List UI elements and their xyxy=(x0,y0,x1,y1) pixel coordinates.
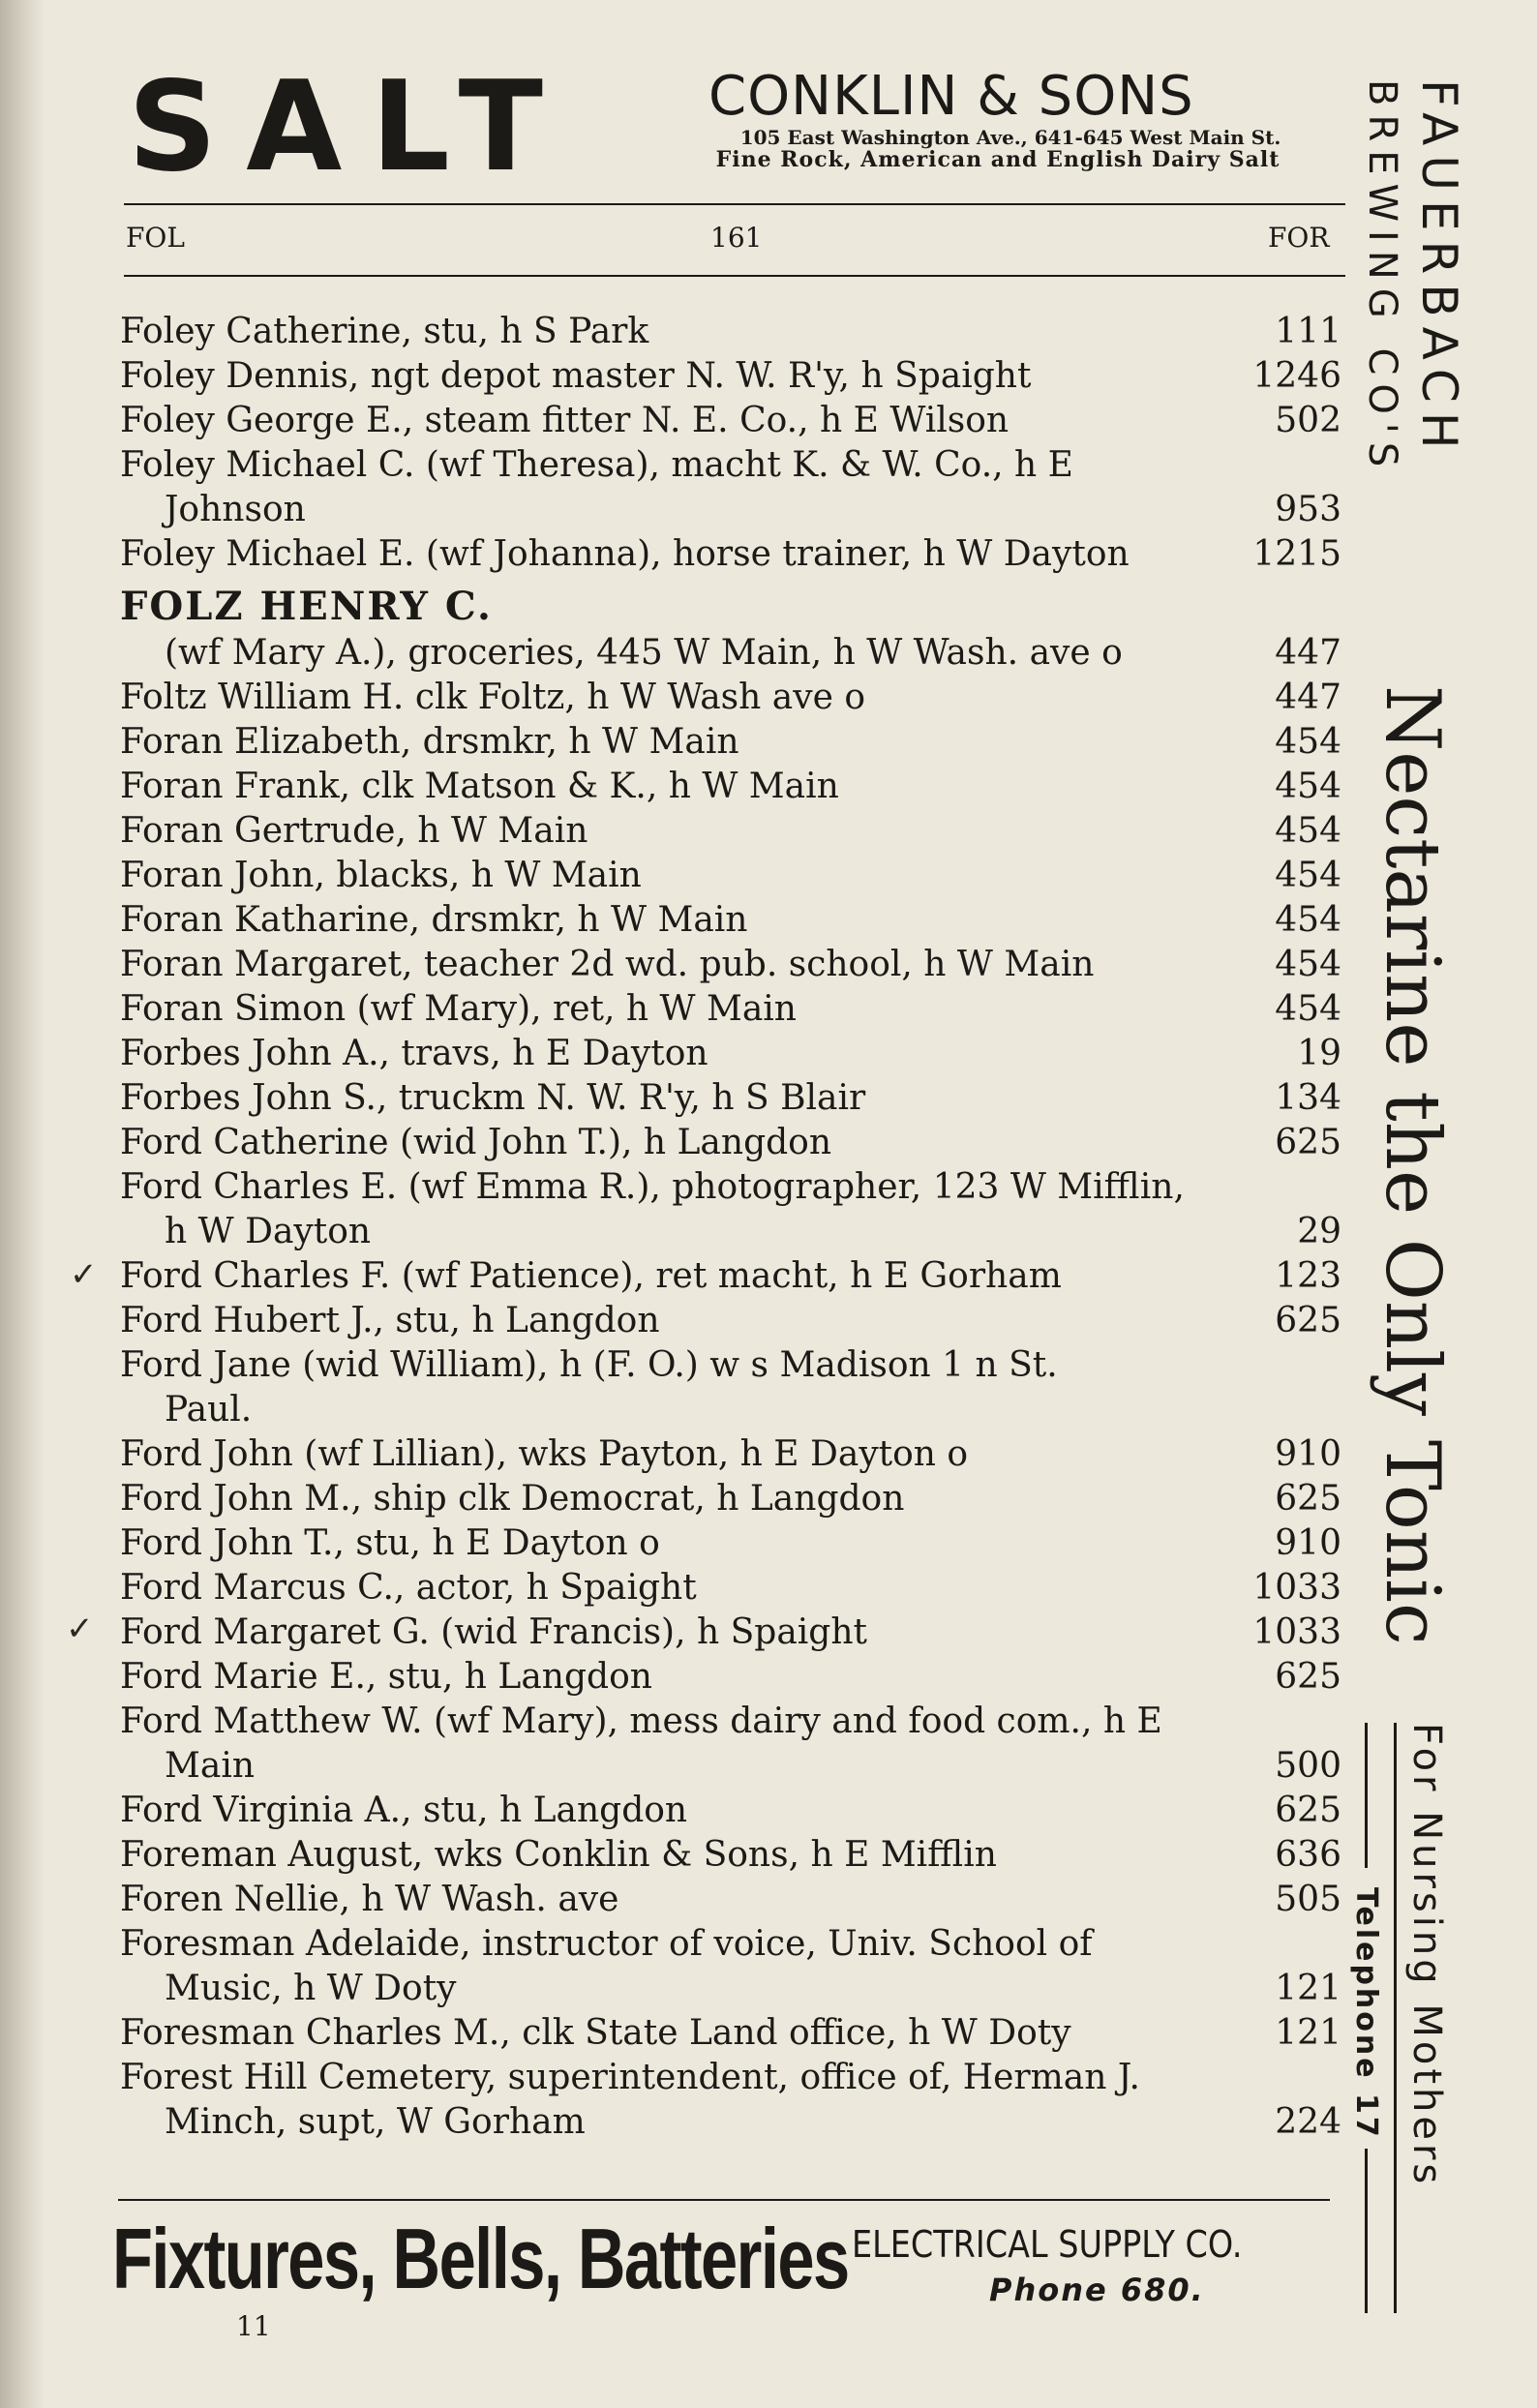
fixtures-ad: Fixtures, Bells, Batteries xyxy=(112,2211,849,2306)
vertical-rule-inner xyxy=(1365,1723,1368,1868)
directory-entry: Forest Hill Cemetery, superintendent, office of, Herman J. xyxy=(120,2058,1140,2097)
nectarine-tonic-ad: Nectarine the Only Tonic xyxy=(1369,685,1456,1645)
directory-entry: Ford Marie E., stu, h Langdon 625 xyxy=(120,1657,1341,1697)
directory-entry: Ford John M., ship clk Democrat, h Langdon 625 xyxy=(120,1479,1341,1519)
directory-entry: Ford Marcus C., actor, h Spaight 1033 xyxy=(120,1568,1341,1608)
directory-entry: Foren Nellie, h W Wash. ave 505 xyxy=(120,1880,1341,1919)
directory-entry: Foley Michael C. (wf Theresa), macht K. & W. Co., h E xyxy=(120,445,1073,485)
footer-rule xyxy=(118,2199,1330,2201)
directory-entry: Ford Charles F. (wf Patience), ret macht, h E Gorham 123 xyxy=(120,1256,1341,1296)
telephone-ad: Telephone 17 xyxy=(1349,1887,1383,2140)
directory-entry: Foran John, blacks, h W Main 454 xyxy=(120,856,1341,895)
electrical-supply-phone: Phone 680. xyxy=(989,2272,1205,2308)
guide-word-left: FOL xyxy=(126,222,185,254)
directory-entry: Foley Dennis, ngt depot master N. W. R'y, h Spaight 1246 xyxy=(120,356,1341,396)
page-edge-shadow xyxy=(0,0,45,2408)
brewing-ad: BREWING CO'S xyxy=(1360,79,1404,476)
directory-entry: h W Dayton 29 xyxy=(165,1212,1341,1251)
directory-entry: Ford John T., stu, h E Dayton o 910 xyxy=(120,1523,1341,1563)
directory-entry: Johnson 953 xyxy=(165,490,1341,529)
directory-entry-bold: FOLZ HENRY C. xyxy=(120,584,493,629)
conklin-products: Fine Rock, American and English Dairy Salt xyxy=(715,147,1281,172)
directory-entry: Ford Virginia A., stu, h Langdon 625 xyxy=(120,1791,1341,1830)
directory-entry: Ford Catherine (wid John T.), h Langdon 625 xyxy=(120,1123,1341,1162)
directory-entry: Foley George E., steam fitter N. E. Co., h E Wilson 502 xyxy=(120,401,1341,440)
directory-entry: Foran Frank, clk Matson & K., h W Main 454 xyxy=(120,767,1341,806)
salt-ad-title: SALT xyxy=(128,55,572,199)
signature-mark: 11 xyxy=(236,2310,271,2342)
directory-entry: Foran Simon (wf Mary), ret, h W Main 454 xyxy=(120,989,1341,1029)
vertical-rule-inner-lower xyxy=(1365,2149,1368,2313)
directory-entry: (wf Mary A.), groceries, 445 W Main, h W Wash. ave o 447 xyxy=(165,633,1341,673)
vertical-rule-outer xyxy=(1394,1723,1397,2313)
directory-entry: Ford John (wf Lillian), wks Payton, h E Dayton o 910 xyxy=(120,1434,1341,1474)
directory-entry: Paul. xyxy=(165,1390,253,1430)
directory-entry: Foresman Charles M., clk State Land office, h W Doty 121 xyxy=(120,2013,1341,2053)
electrical-supply-name: ELECTRICAL SUPPLY CO. xyxy=(852,2223,1243,2266)
directory-entry: Minch, supt, W Gorham 224 xyxy=(165,2102,1341,2142)
check-mark: ✓ xyxy=(66,1610,94,1648)
conklin-sons-name: CONKLIN & SONS xyxy=(708,65,1194,128)
directory-entry: Ford Margaret G. (wid Francis), h Spaight 1033 xyxy=(120,1612,1341,1652)
directory-entry: Ford Hubert J., stu, h Langdon 625 xyxy=(120,1301,1341,1340)
check-mark: ✓ xyxy=(70,1255,98,1294)
directory-entry: Foreman August, wks Conklin & Sons, h E Mifflin 636 xyxy=(120,1835,1341,1875)
directory-entry: Foley Catherine, stu, h S Park 111 xyxy=(120,312,1341,351)
directory-entry: Foran Katharine, drsmkr, h W Main 454 xyxy=(120,900,1341,940)
conklin-address: 105 East Washington Ave., 641-645 West Main St. xyxy=(739,126,1281,149)
directory-entry: Foran Gertrude, h W Main 454 xyxy=(120,811,1341,851)
guide-word-right: FOR xyxy=(1268,222,1330,254)
directory-entry: Ford Jane (wid William), h (F. O.) w s Madison 1 n St. xyxy=(120,1345,1058,1385)
directory-entry: Main 500 xyxy=(165,1746,1341,1786)
directory-entry: Foltz William H. clk Foltz, h W Wash ave o 447 xyxy=(120,677,1341,717)
directory-entry: Forbes John A., travs, h E Dayton 19 xyxy=(120,1034,1341,1073)
directory-entry: Foran Margaret, teacher 2d wd. pub. school, h W Main 454 xyxy=(120,945,1341,984)
header-rule-top xyxy=(124,203,1345,205)
directory-entry: Forbes John S., truckm N. W. R'y, h S Blair 134 xyxy=(120,1078,1341,1118)
directory-entry: Foley Michael E. (wf Johanna), horse trainer, h W Dayton 1215 xyxy=(120,534,1341,574)
directory-entry: Ford Charles E. (wf Emma R.), photographer, 123 W Mifflin, xyxy=(120,1167,1185,1207)
directory-entry: Ford Matthew W. (wf Mary), mess dairy and food com., h E xyxy=(120,1701,1162,1741)
directory-entry: Foresman Adelaide, instructor of voice, Univ. School of xyxy=(120,1924,1093,1964)
directory-entry: Foran Elizabeth, drsmkr, h W Main 454 xyxy=(120,722,1341,762)
header-rule-bottom xyxy=(124,275,1345,277)
nursing-mothers-ad: For Nursing Mothers xyxy=(1404,1723,1449,2188)
fauerbach-ad: FAUERBACH xyxy=(1411,79,1467,459)
page-number: 161 xyxy=(710,222,763,254)
directory-entry: Music, h W Doty 121 xyxy=(165,1969,1341,2008)
